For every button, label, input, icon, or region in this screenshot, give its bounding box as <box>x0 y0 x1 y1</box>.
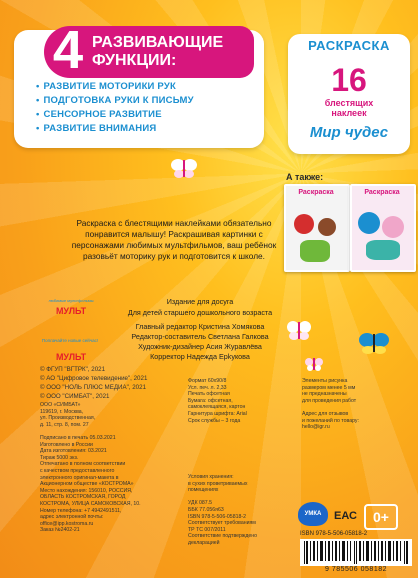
stickers-label <box>290 98 408 118</box>
proofreader: Корректор Надежда Ерkукова <box>150 352 250 361</box>
related-book-title: Раскраска <box>364 189 400 196</box>
storage-info: Условия хранения: в сухих проветриваемых помещениях УДК 087.5 ББК 77.056я63 ISBN 978-5-506-05818-2 Соответствует требованиям ТР ТС 007/2011 Соответствие подтверждено декларацией <box>188 474 258 546</box>
copyright-line: © ООО "СИМБАТ", 2021 <box>40 393 110 400</box>
related-book-title: Раскраска <box>298 189 334 196</box>
function-item: • РАЗВИТИЕ ВНИМАНИЯ <box>36 122 258 136</box>
stickers-line2: наклеек <box>331 108 367 118</box>
isbn: ISBN 978-5-506-05818-2 <box>300 531 368 537</box>
bear-character-icon <box>382 216 404 238</box>
butterfly-icon <box>304 356 324 372</box>
book-name: Мир чудес <box>309 124 389 141</box>
safety-info: Элементы рисунка размером менее 5 мм не предназначены для проведения работ Адрес для отзывов и пожеланий по товару: hello@igr.ru <box>302 378 359 431</box>
age-rating: 0+ <box>364 504 398 530</box>
mult-qr-caption: Поплачайте новые сейчас! <box>41 338 99 343</box>
functions-list <box>36 80 258 136</box>
bear-character-icon <box>318 218 336 236</box>
barcode-icon <box>300 539 412 566</box>
barcode-number: 9 785506 058182 <box>325 566 387 573</box>
barcode <box>300 539 412 566</box>
function-item: • СЕНСОРНОЕ РАЗВИТИЕ <box>36 108 258 122</box>
butterfly-icon <box>358 330 390 356</box>
umka-logo: УМКА <box>298 502 328 526</box>
mult-logo-2: МУЛЬТ <box>55 352 87 362</box>
function-item: • РАЗВИТИЕ МОТОРИКИ РУК <box>36 80 258 94</box>
designer: Художник-дизайнер Асия Журавлёва <box>138 342 262 351</box>
mult-caption: любимые мультфильмы <box>48 298 94 303</box>
publisher-info: ООО «СИМБАТ» 119619, г. Москва, ул. Производственная, д. 11, стр. 8, пом. 27 Подписано в печать 05.03.2021 Изготовлено в России Дата изготовления: 03.2021 Тираж 5000 экз. Отпечатано в полном соответствии с качеством предоставленного электронного оригинал-макета в Акционерном обществе «КОСТРОМА» Место нахождения: 156010, РОССИЯ, ОБЛАСТЬ КОСТРОМСКАЯ, ГОРОД КОСТРОМА, УЛИЦА САМОКОВСКАЯ, 10. Номер телефона: +7 4942491511, адрес электронной почты: office@ipp.kostroma.ru Заказ №2402-21 <box>40 402 141 534</box>
mult-logo-text: МУЛЬТ <box>55 306 87 316</box>
description: Раскраска с блестящими наклейками обязательно понравится малышу! Раскрашивая картинки с персонажами любимых мультфильмов, ваш ребёнок разовьёт моторику рук и подготовится к школе. <box>71 218 277 261</box>
series-label: РАСКРАСКА <box>308 38 390 53</box>
chief-editor: Главный редактор Кристина Хомякова <box>135 322 265 331</box>
bear-character-icon <box>358 212 380 234</box>
also-label: А также: <box>286 172 324 182</box>
copyright-line: © ФГУП "ВГТРК", 2021 <box>40 366 106 373</box>
functions-title-line1: РАЗВИВАЮЩИЕ <box>92 34 224 51</box>
copyright-line: © ООО "НОЛЬ ПЛЮС МЕДИА", 2021 <box>40 384 147 391</box>
sticker-count: 16 <box>331 62 367 98</box>
butterfly-icon <box>170 156 198 180</box>
butterfly-icon <box>286 318 312 342</box>
bear-character-icon <box>294 214 314 234</box>
copyright-line: © АО "Цифровое телевидение", 2021 <box>40 375 148 382</box>
edition-type: Издание для досуга <box>166 297 234 306</box>
audience: Для детей старшего дошкольного возраста <box>127 308 273 317</box>
eac-mark: ЕАС <box>334 510 357 522</box>
related-book-1 <box>284 184 350 272</box>
function-item: • ПОДГОТОВКА РУКИ К ПИСЬМУ <box>36 94 258 108</box>
functions-title <box>92 34 252 70</box>
related-book-2 <box>350 184 416 272</box>
functions-number: 4 <box>52 20 84 80</box>
grass-shape <box>300 240 330 262</box>
functions-title-line2: ФУНКЦИИ: <box>92 52 177 69</box>
stickers-line1: блестящих <box>324 98 374 108</box>
compiler: Редактор-составитель Светлана Галкова <box>131 332 269 341</box>
print-specs: Формат 60x90/8 Усл. печ. л. 2,33 Печать офсетная Бумага: офсетная, самоклеящаяся, картон Гарнитура шрифта: Arial Срок службы – 3 года <box>188 378 247 424</box>
scene-shape <box>366 240 400 260</box>
